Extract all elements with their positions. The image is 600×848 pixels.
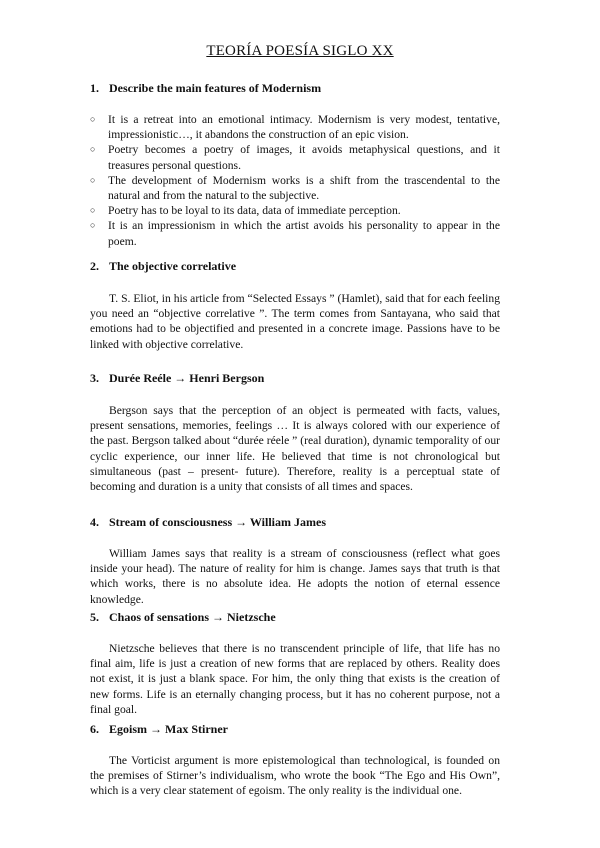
section-6-heading [90,722,228,737]
document-title: TEORÍA POESÍA SIGLO XX [206,43,394,59]
circle-bullet-icon: ○ [90,114,96,124]
circle-bullet-icon: ○ [90,220,96,231]
list-item: ○ Poetry has to be loyal to its data, data of immediate perception. [90,204,401,218]
section-3-paragraph: Bergson says that the perception of an object is permeated with facts, values, present sensations, memories, feelings … It is always colored with our experience of the past. Bergson talked about “durée réele ” (real duration), dynamic temporality of our cyclic experience, our inner life. He believed that time is not chronological but simultaneous (past – present- future). Therefore, reality is a perceptual state of becoming and duration is a unity that consists of all times and spaces. [90,404,500,494]
section-1-number: 1. [90,81,99,95]
section-1-heading [90,81,321,96]
section-1-title: Describe the main features of Modernism [109,81,322,95]
section-4-title: Stream of consciousness → William James [109,515,327,529]
modernism-features-list [90,112,500,249]
section-3-heading [90,371,264,386]
list-item: ○ The development of Modernism works is a shift from the trascendental to the natural and from the natural to the subjective. [90,173,500,203]
section-4-paragraph: William James says that reality is a stream of consciousness (reflect what goes inside your head). The nature of reality for him is change. James says that truth is that which works, there is no absolute idea. He adopts the notion of eternal essence knowledge. [90,547,500,606]
section-5-title: Chaos of sensations → Nietzsche [109,610,276,624]
section-5-paragraph: Nietzsche believes that there is no transcendent principle of life, that life has no final aim, life is just a creation of new forms that are replaced by others. Reality does not exist, it is just a blank space. For him, the only thing that exists is the creation of new forms. Life is an eternally changing process, but it has no coherent purpose, not a final goal. [90,642,500,716]
section-4-number: 4. [90,515,99,529]
section-6-paragraph: The Vorticist argument is more epistemological than technological, is founded on the premises of Stirner’s individualism, who wrote the book “The Ego and His Own”, which is a very clear statement of egoism. The only reality is the individual one. [90,754,500,798]
circle-bullet-icon: ○ [90,144,96,155]
section-6-number: 6. [90,722,99,736]
section-3-number: 3. [90,371,99,385]
section-2-heading [90,259,236,274]
circle-bullet-icon: ○ [90,205,96,216]
section-2-paragraph: T. S. Eliot, in his article from “Selected Essays ” (Hamlet), said that for each feeling you need an “objective correlative ”. The term comes from Santayana, who said that emotions had to be objectified and presented in a concrete image. Passions have to be linked with objective correlative. [90,292,500,351]
section-3-title: Durée Reéle → Henri Bergson [109,371,265,385]
list-item: ○ It is an impressionism in which the artist avoids his personality to appear in the poem. [90,219,500,248]
list-item: ○ It is a retreat into an emotional intimacy. Modernism is very modest, tentative, impressionistic…, it abandons the construction of an epic vision. [90,113,500,142]
section-2-title: The objective correlative [109,259,237,273]
section-5-number: 5. [90,610,99,624]
circle-bullet-icon: ○ [90,174,96,185]
section-4-heading [90,515,326,530]
section-6-title: Egoism → Max Stirner [109,722,228,736]
list-item: ○ Poetry becomes a poetry of images, it avoids metaphysical questions, and it treasures personal questions. [90,143,500,172]
section-5-heading [90,610,276,625]
section-2-number: 2. [90,259,99,273]
